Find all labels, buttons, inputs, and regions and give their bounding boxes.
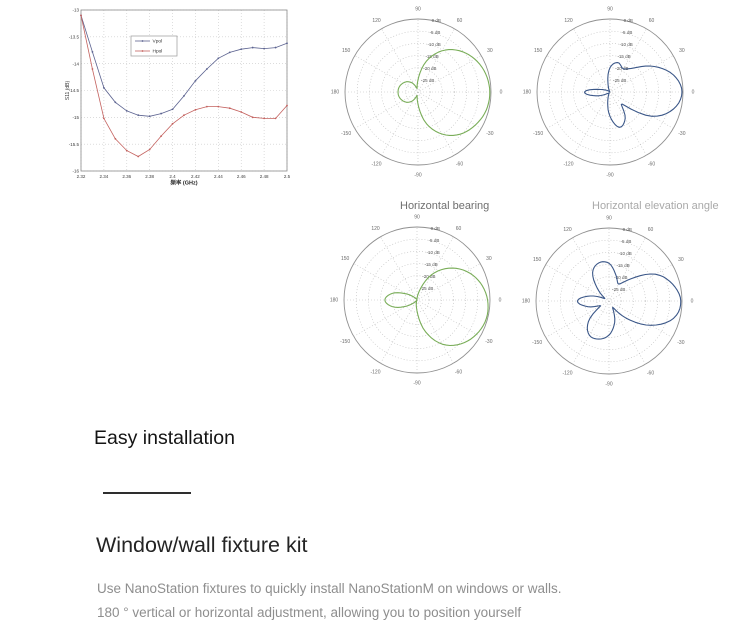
svg-text:0 dB: 0 dB [622, 227, 632, 233]
svg-text:0: 0 [498, 297, 502, 304]
svg-text:0: 0 [690, 298, 694, 305]
svg-text:90: 90 [606, 215, 612, 222]
svg-text:-25 dB: -25 dB [612, 287, 626, 293]
polar-chart-vertical-elevation [519, 211, 699, 391]
svg-text:-25 dB: -25 dB [421, 78, 435, 84]
svg-text:-16: -16 [72, 168, 79, 174]
svg-text:-90: -90 [605, 381, 613, 388]
svg-text:30: 30 [678, 257, 684, 264]
svg-text:0: 0 [691, 89, 695, 96]
svg-text:-25 dB: -25 dB [420, 286, 434, 292]
svg-text:-90: -90 [414, 172, 422, 179]
svg-text:60: 60 [647, 226, 654, 233]
svg-text:-90: -90 [413, 380, 421, 387]
svg-text:-15 dB: -15 dB [424, 262, 438, 268]
svg-text:2.4: 2.4 [169, 174, 176, 179]
svg-text:-150: -150 [340, 339, 351, 346]
svg-text:-5 dB: -5 dB [428, 238, 440, 244]
svg-text:-60: -60 [647, 161, 656, 168]
svg-text:-10 dB: -10 dB [426, 250, 440, 256]
description-line-2: 180 ° vertical or horizontal adjustment, allowing you to position yourself [97, 605, 522, 620]
caption-horizontal-bearing: Horizontal bearing [400, 200, 490, 212]
polar-chart-vertical-bearing [327, 210, 507, 390]
svg-text:S11 (dB): S11 (dB) [65, 80, 71, 101]
description-line-1: Use NanoStation fixtures to quickly install NanoStationM on windows or walls. [97, 581, 562, 596]
svg-text:-90: -90 [606, 172, 614, 179]
svg-text:0: 0 [499, 89, 503, 96]
svg-text:90: 90 [415, 6, 421, 13]
svg-text:120: 120 [371, 225, 380, 232]
s11-line-chart [63, 6, 295, 186]
svg-text:30: 30 [679, 48, 685, 55]
svg-text:-60: -60 [646, 370, 655, 377]
svg-text:60: 60 [456, 17, 463, 24]
svg-text:-10 dB: -10 dB [619, 42, 633, 48]
svg-text:-120: -120 [563, 161, 574, 168]
svg-text:2.32: 2.32 [76, 174, 86, 179]
svg-text:180: 180 [521, 298, 531, 305]
svg-text:-5 dB: -5 dB [429, 30, 441, 36]
svg-text:-120: -120 [370, 369, 381, 376]
polar-chart-horizontal-elevation [520, 2, 700, 182]
svg-text:0 dB: 0 dB [430, 226, 440, 232]
svg-text:2.34: 2.34 [99, 174, 109, 179]
svg-text:0 dB: 0 dB [623, 18, 633, 24]
svg-text:60: 60 [455, 225, 462, 232]
svg-text:-25 dB: -25 dB [613, 78, 627, 84]
svg-text:120: 120 [563, 226, 572, 233]
svg-text:-5 dB: -5 dB [621, 30, 633, 36]
svg-text:30: 30 [486, 256, 492, 263]
section-divider [103, 492, 191, 494]
svg-text:120: 120 [372, 17, 381, 24]
svg-text:-120: -120 [371, 161, 382, 168]
svg-text:2.48: 2.48 [259, 174, 269, 179]
svg-text:-20 dB: -20 dB [615, 66, 629, 72]
svg-text:150: 150 [340, 256, 350, 263]
svg-text:2.5: 2.5 [283, 174, 291, 179]
svg-text:-15 dB: -15 dB [617, 54, 631, 60]
svg-text:-120: -120 [562, 370, 573, 377]
svg-text:150: 150 [533, 48, 543, 55]
svg-text:-5 dB: -5 dB [620, 239, 632, 245]
svg-text:-20 dB: -20 dB [614, 275, 628, 281]
svg-text:2.42: 2.42 [191, 174, 200, 179]
svg-text:Vpol: Vpol [152, 39, 163, 45]
svg-text:180: 180 [522, 89, 532, 96]
svg-text:-14.5: -14.5 [68, 88, 79, 94]
svg-text:90: 90 [414, 214, 420, 221]
svg-text:-60: -60 [454, 369, 463, 376]
svg-text:-30: -30 [677, 340, 685, 347]
svg-text:-30: -30 [485, 339, 493, 346]
svg-text:-15: -15 [72, 114, 79, 120]
caption-horizontal-elevation: Horizontal elevation angle [592, 200, 719, 212]
svg-text:-13: -13 [72, 7, 79, 13]
svg-text:0 dB: 0 dB [431, 18, 441, 24]
svg-text:90: 90 [607, 6, 613, 13]
fixture-kit-heading: Window/wall fixture kit [96, 533, 308, 557]
svg-text:-30: -30 [678, 131, 686, 138]
svg-text:-13.5: -13.5 [68, 34, 79, 40]
svg-text:-10 dB: -10 dB [427, 42, 441, 48]
svg-text:-10 dB: -10 dB [618, 251, 632, 257]
svg-text:180: 180 [329, 297, 339, 304]
svg-text:-20 dB: -20 dB [422, 274, 436, 280]
svg-text:30: 30 [487, 48, 493, 55]
svg-text:150: 150 [341, 48, 351, 55]
svg-text:Hpol: Hpol [152, 49, 163, 55]
svg-text:-20 dB: -20 dB [423, 66, 437, 72]
svg-text:-150: -150 [533, 131, 544, 138]
svg-text:-15.5: -15.5 [68, 141, 79, 147]
svg-text:-30: -30 [486, 131, 494, 138]
svg-text:2.38: 2.38 [145, 174, 155, 179]
svg-text:2.46: 2.46 [236, 174, 246, 179]
svg-text:2.36: 2.36 [122, 174, 132, 179]
svg-text:-15 dB: -15 dB [425, 54, 439, 60]
polar-chart-horizontal-bearing [328, 2, 508, 182]
svg-text:-60: -60 [455, 161, 464, 168]
svg-text:60: 60 [648, 17, 655, 24]
svg-text:-14: -14 [72, 61, 79, 67]
svg-text:120: 120 [564, 17, 573, 24]
svg-text:-150: -150 [341, 131, 352, 138]
easy-installation-heading: Easy installation [94, 427, 235, 449]
svg-text:180: 180 [330, 89, 340, 96]
svg-text:150: 150 [532, 257, 542, 264]
svg-text:-15 dB: -15 dB [616, 263, 630, 269]
svg-text:频率 (GHz): 频率 (GHz) [170, 180, 198, 186]
svg-text:2.44: 2.44 [213, 174, 223, 179]
fixture-kit-description [97, 577, 597, 625]
svg-text:-150: -150 [532, 340, 543, 347]
